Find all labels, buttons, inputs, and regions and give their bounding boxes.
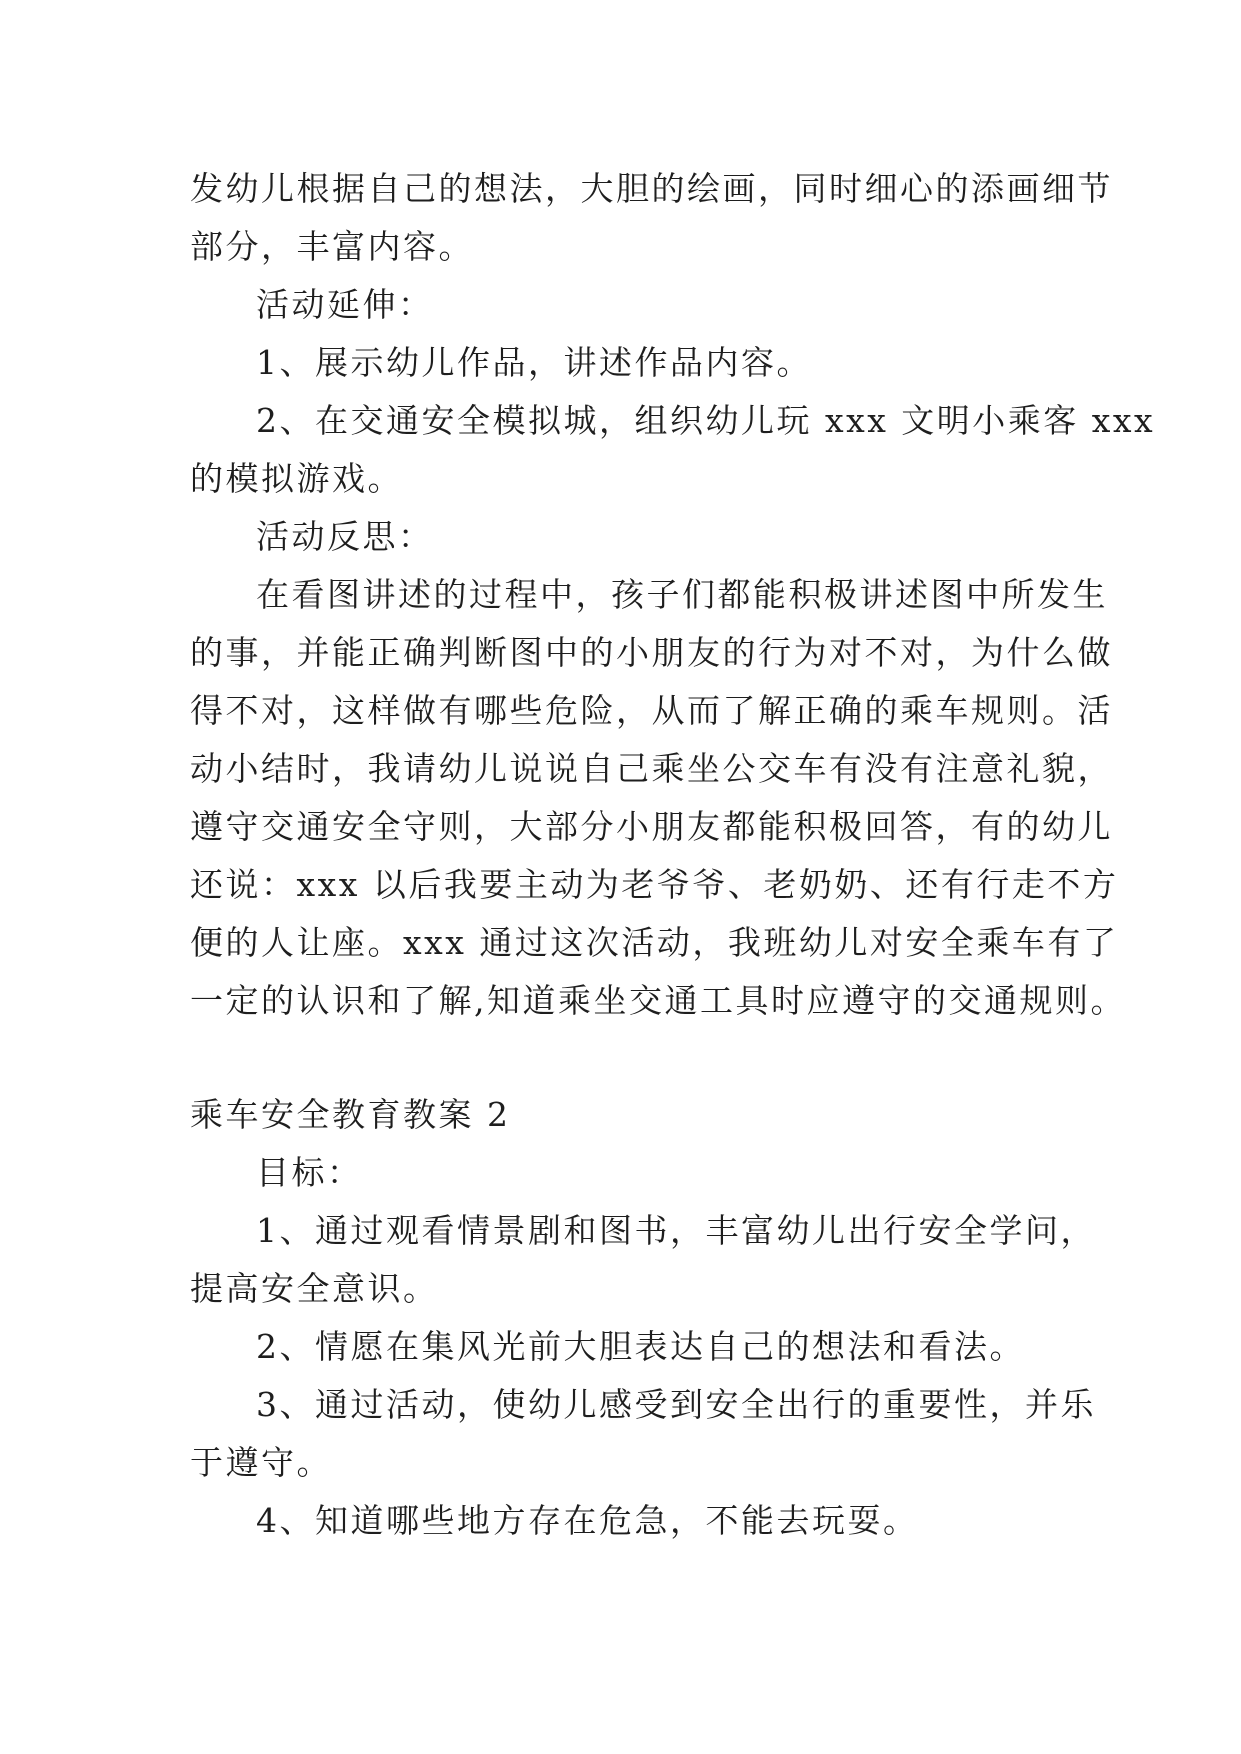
section-spacer — [190, 1030, 1060, 1086]
extension-item-continued: 的模拟游戏。 — [190, 459, 403, 498]
reflection-heading: 活动反思： — [256, 517, 434, 556]
reflection-line: 动小结时，我请幼儿说说自己乘坐公交车有没有注意礼貌， — [190, 749, 1113, 788]
paragraph-line: 部分，丰富内容。 — [190, 227, 474, 266]
goals-heading: 目标： — [256, 1153, 363, 1192]
goal-item: 4、知道哪些地方存在危急，不能去玩耍。 — [256, 1501, 919, 1540]
reflection-line: 在看图讲述的过程中，孩子们都能积极讲述图中所发生 — [256, 575, 1108, 614]
reflection-line: 还说：xxx 以后我要主动为老爷爷、老奶奶、还有行走不方 — [190, 865, 1119, 904]
goal-item-continued: 于遵守。 — [190, 1443, 332, 1482]
reflection-line: 遵守交通安全守则，大部分小朋友都能积极回答，有的幼儿 — [190, 807, 1113, 846]
goal-item: 3、通过活动，使幼儿感受到安全出行的重要性，并乐 — [256, 1385, 1096, 1424]
paragraph-line: 发幼儿根据自己的想法，大胆的绘画，同时细心的添画细节 — [190, 169, 1113, 208]
reflection-line: 一定的认识和了解,知道乘坐交通工具时应遵守的交通规则。 — [190, 981, 1126, 1020]
reflection-line: 得不对，这样做有哪些危险，从而了解正确的乘车规则。活 — [190, 691, 1113, 730]
extension-item: 2、在交通安全模拟城，组织幼儿玩 xxx 文明小乘客 xxx — [256, 401, 1156, 440]
reflection-line: 的事，并能正确判断图中的小朋友的行为对不对，为什么做 — [190, 633, 1113, 672]
extension-heading: 活动延伸： — [256, 285, 434, 324]
reflection-line: 便的人让座。xxx 通过这次活动，我班幼儿对安全乘车有了 — [190, 923, 1119, 962]
goal-item: 2、情愿在集风光前大胆表达自己的想法和看法。 — [256, 1327, 1025, 1366]
goal-item: 1、通过观看情景剧和图书，丰富幼儿出行安全学问， — [256, 1211, 1096, 1250]
extension-item: 1、展示幼儿作品，讲述作品内容。 — [256, 343, 812, 382]
section-title: 乘车安全教育教案 2 — [190, 1095, 511, 1134]
document-body — [190, 160, 1156, 1550]
goal-item-continued: 提高安全意识。 — [190, 1269, 439, 1308]
